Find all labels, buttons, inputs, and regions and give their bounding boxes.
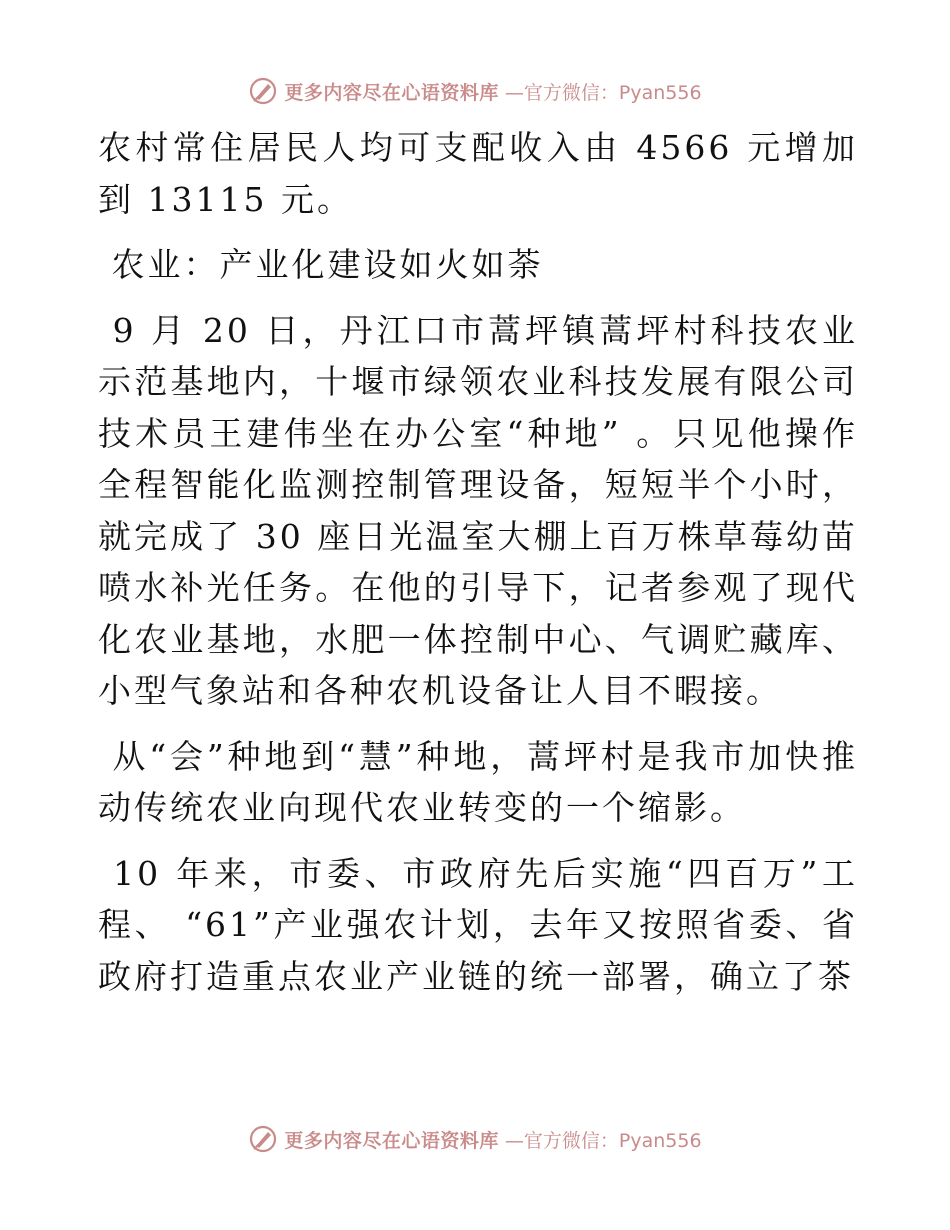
article-body	[98, 122, 858, 1002]
watermark-main-text: 更多内容尽在心语资料库	[284, 1129, 499, 1152]
quill-logo-icon	[248, 76, 278, 106]
watermark-main-text: 更多内容尽在心语资料库	[284, 81, 499, 104]
paragraph-smart-farming: 从“会”种地到“慧”种地，蒿坪村是我市加快推动传统农业向现代农业转变的一个缩影。	[98, 736, 858, 827]
header-watermark-banner	[0, 74, 950, 108]
paragraph-agriculture-heading: 农业：产业化建设如火如荼	[98, 245, 544, 284]
paragraph-income: 农村常住居民人均可支配收入由 4566 元增加到 13115 元。	[98, 128, 858, 219]
footer-watermark-banner	[0, 1122, 950, 1156]
paragraph-haoping-base: 9 月 20 日，丹江口市蒿坪镇蒿坪村科技农业示范基地内，十堰市绿领农业科技发展有限公司技术员王建伟坐在办公室“种地” 。只见他操作全程智能化监测控制管理设备，短短半个小时，就完成了 30 座日光温室大棚上百万株草莓幼苗喷水补光任务。在他的引导下，记者参观了现代化农业基地，水肥一体控制中心、气调贮藏库、小型气象站和各种农机设备让人目不暇接。	[98, 310, 858, 710]
paragraph-ten-years: 10 年来，市委、市政府先后实施“四百万”工程、 “61”产业强农计划，去年又按照省委、省政府打造重点农业产业链的统一部署，确立了茶	[98, 853, 858, 996]
quill-logo-icon	[248, 1124, 278, 1154]
watermark-wechat-text: —官方微信：Pyan556	[504, 81, 702, 104]
watermark-wechat-text: —官方微信：Pyan556	[504, 1129, 702, 1152]
